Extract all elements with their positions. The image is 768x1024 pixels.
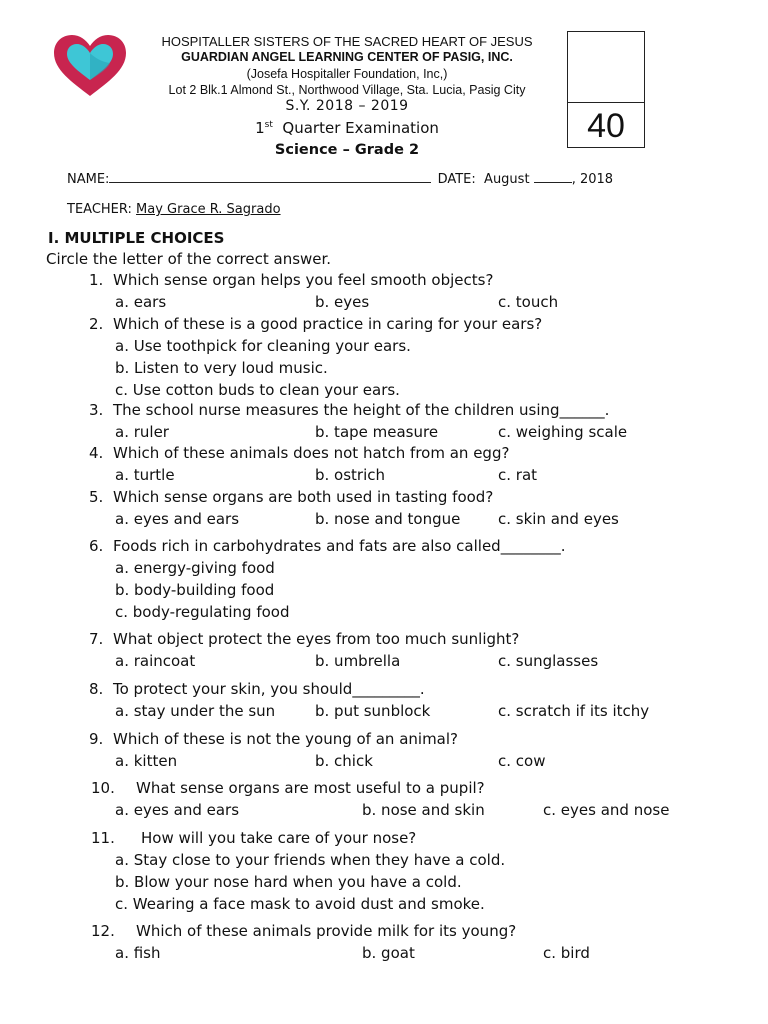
question-number: 4. — [89, 444, 104, 462]
answer-choice[interactable]: b. nose and skin — [362, 801, 485, 819]
teacher-name: May Grace R. Sagrado — [136, 202, 281, 217]
answer-choice[interactable]: a. eyes and ears — [115, 801, 240, 819]
name-label: NAME: — [67, 172, 110, 187]
score-box — [567, 31, 645, 148]
date-label: DATE: — [437, 172, 476, 187]
answer-choice[interactable]: b. Blow your nose hard when you have a cold. — [115, 873, 462, 891]
question-text: Which of these animals does not hatch from an egg? — [113, 444, 510, 462]
question-text: Foods rich in carbohydrates and fats are also called________. — [113, 537, 566, 555]
school-address: Lot 2 Blk.1 Almond St., Northwood Village, Sta. Lucia, Pasig City — [168, 83, 526, 97]
subject-title: Science – Grade 2 — [274, 142, 420, 158]
answer-choice[interactable]: b. put sunblock — [315, 702, 431, 720]
school-name: GUARDIAN ANGEL LEARNING CENTER OF PASIG, INC. — [181, 50, 513, 64]
answer-choice[interactable]: b. goat — [362, 944, 415, 962]
name-row — [67, 172, 613, 187]
exam-title — [120, 119, 574, 137]
answer-choice[interactable]: b. nose and tongue — [315, 510, 461, 528]
question-number: 5. — [89, 488, 104, 506]
question-text: To protect your skin, you should_________. — [113, 680, 425, 698]
question-text: The school nurse measures the height of the children using______. — [113, 401, 610, 419]
date-day-blank[interactable] — [534, 182, 572, 183]
total-score: 40 — [587, 107, 625, 145]
answer-choice[interactable]: b. chick — [315, 752, 373, 770]
answer-choice[interactable]: b. ostrich — [315, 466, 386, 484]
answer-choice[interactable]: b. body-building food — [115, 581, 275, 599]
question-number: 9. — [89, 730, 104, 748]
answer-choice[interactable]: a. kitten — [115, 752, 178, 770]
quarter-number: 1 — [255, 119, 265, 137]
answer-choice[interactable]: c. body-regulating food — [115, 603, 290, 621]
answer-choice[interactable]: b. Listen to very loud music. — [115, 359, 328, 377]
question-text: What object protect the eyes from too much sunlight? — [113, 630, 520, 648]
answer-choice[interactable]: a. turtle — [115, 466, 175, 484]
instructions: Circle the letter of the correct answer. — [46, 250, 332, 268]
answer-choice[interactable]: a. raincoat — [115, 652, 196, 670]
answer-choice[interactable]: b. eyes — [315, 293, 370, 311]
question-number: 3. — [89, 401, 104, 419]
heart-logo-icon — [50, 32, 130, 98]
question-number: 10. — [91, 779, 115, 797]
answer-choice[interactable]: c. skin and eyes — [498, 510, 619, 528]
answer-choice[interactable]: c. weighing scale — [498, 423, 628, 441]
question-number: 2. — [89, 315, 104, 333]
question-number: 1. — [89, 271, 104, 289]
answer-choice[interactable]: a. Use toothpick for cleaning your ears. — [115, 337, 411, 355]
answer-choice[interactable]: c. touch — [498, 293, 559, 311]
answer-choice[interactable]: a. ears — [115, 293, 167, 311]
question-number: 11. — [91, 829, 115, 847]
date-month: August — [484, 172, 530, 187]
answer-choice[interactable]: c. cow — [498, 752, 546, 770]
question-number: 12. — [91, 922, 115, 940]
date-year: , 2018 — [571, 172, 614, 187]
question-text: How will you take care of your nose? — [141, 829, 417, 847]
answer-choice[interactable]: c. bird — [543, 944, 590, 962]
question-text: Which of these animals provide milk for its young? — [136, 922, 517, 940]
question-number: 8. — [89, 680, 104, 698]
question-number: 7. — [89, 630, 104, 648]
school-year: S.Y. 2018 – 2019 — [285, 98, 409, 114]
section-title: I. MULTIPLE CHOICES — [48, 229, 225, 247]
question-text: Which of these is not the young of an animal? — [113, 730, 458, 748]
org-name: HOSPITALLER SISTERS OF THE SACRED HEART OF JESUS — [161, 34, 533, 49]
answer-choice[interactable]: a. ruler — [115, 423, 169, 441]
teacher-label: TEACHER: — [67, 202, 132, 217]
answer-choice[interactable]: b. tape measure — [315, 423, 439, 441]
exam-label: Quarter Examination — [282, 119, 439, 137]
answer-choice[interactable]: a. eyes and ears — [115, 510, 240, 528]
answer-choice[interactable]: c. scratch if its itchy — [498, 702, 650, 720]
answer-choice[interactable]: a. Stay close to your friends when they have a cold. — [115, 851, 506, 869]
question-text: Which sense organs are both used in tasting food? — [113, 488, 494, 506]
name-blank[interactable] — [109, 182, 431, 183]
question-text: Which of these is a good practice in caring for your ears? — [113, 315, 543, 333]
question-text: What sense organs are most useful to a pupil? — [136, 779, 485, 797]
foundation-name: (Josefa Hospitaller Foundation, Inc,) — [246, 67, 448, 81]
answer-choice[interactable]: b. umbrella — [315, 652, 401, 670]
answer-choice[interactable]: a. fish — [115, 944, 161, 962]
answer-choice[interactable]: c. Use cotton buds to clean your ears. — [115, 381, 400, 399]
quarter-suffix: st — [264, 120, 273, 130]
answer-choice[interactable]: c. eyes and nose — [543, 801, 670, 819]
answer-choice[interactable]: a. stay under the sun — [115, 702, 276, 720]
question-text: Which sense organ helps you feel smooth objects? — [113, 271, 494, 289]
answer-choice[interactable]: c. Wearing a face mask to avoid dust and smoke. — [115, 895, 485, 913]
question-number: 6. — [89, 537, 104, 555]
answer-choice[interactable]: c. rat — [498, 466, 538, 484]
answer-choice[interactable]: a. energy-giving food — [115, 559, 275, 577]
teacher-row — [67, 202, 281, 217]
score-divider — [568, 102, 644, 103]
answer-choice[interactable]: c. sunglasses — [498, 652, 599, 670]
